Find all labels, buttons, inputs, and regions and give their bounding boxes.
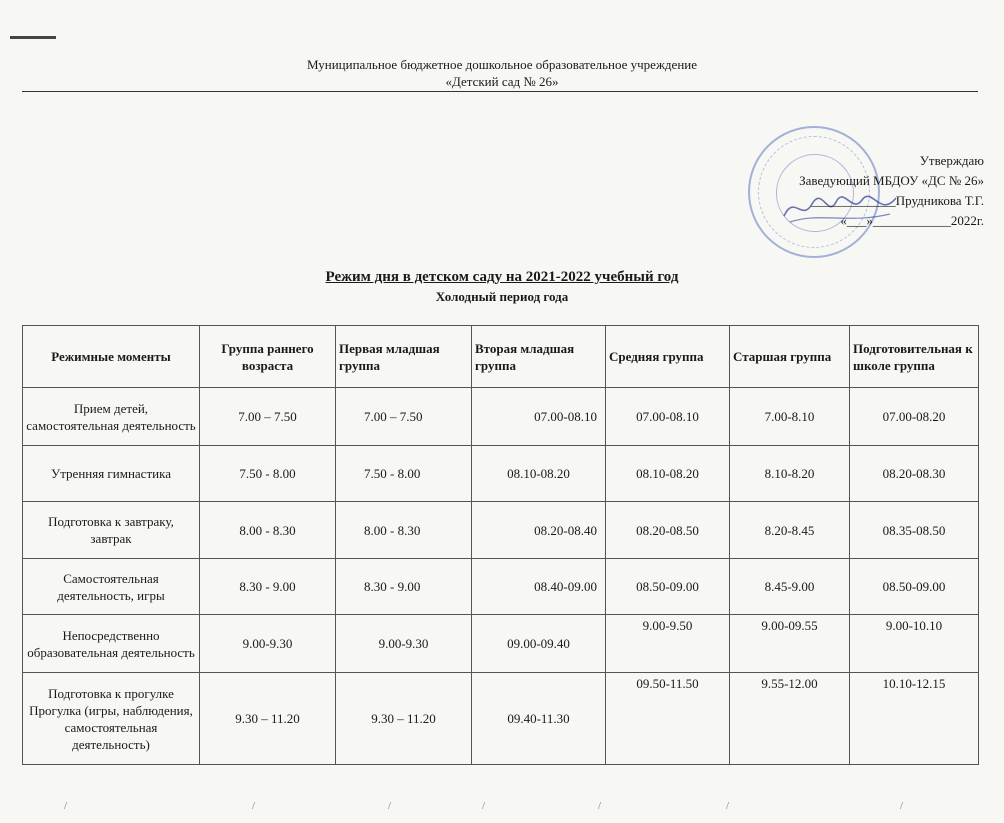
table-cell: 9.00-09.55 [730, 615, 850, 673]
approval-heading: Утверждаю [919, 153, 984, 168]
scan-tick: / [598, 800, 602, 812]
table-cell: 07.00-08.10 [606, 388, 730, 446]
table-row [23, 502, 979, 559]
row-name: Подготовка к завтраку, завтрак [23, 502, 200, 559]
table-cell: 9.00-9.50 [606, 615, 730, 673]
table-row [23, 673, 979, 765]
table-cell: 08.10-08.20 [472, 446, 606, 502]
table-cell: 08.20-08.40 [472, 502, 606, 559]
table-cell: 07.00-08.20 [850, 388, 979, 446]
scan-tick: / [252, 800, 256, 812]
row-name: Подготовка к прогулке Прогулка (игры, наблюдения, самостоятельная деятельность) [23, 673, 200, 765]
organization-header [0, 56, 1004, 90]
table-cell: 8.00 - 8.30 [200, 502, 336, 559]
table-cell: 08.50-09.00 [606, 559, 730, 615]
table-cell: 9.00-9.30 [200, 615, 336, 673]
scan-tick: / [900, 800, 904, 812]
table-cell: 8.10-8.20 [730, 446, 850, 502]
scan-tick: / [64, 800, 68, 812]
approval-position: Заведующий МБДОУ «ДС № 26» [799, 173, 984, 188]
table-cell: 9.00-9.30 [336, 615, 472, 673]
document-subtitle: Холодный период года [435, 289, 569, 304]
table-cell: 08.10-08.20 [606, 446, 730, 502]
header-senior-group: Старшая группа [730, 326, 850, 388]
table-cell: 9.30 – 11.20 [200, 673, 336, 765]
table-cell: 08.40-09.00 [472, 559, 606, 615]
row-name: Самостоятельная деятельность, игры [23, 559, 200, 615]
bottom-scan-marks [0, 800, 1004, 814]
table-cell: 9.30 – 11.20 [336, 673, 472, 765]
approval-signatory: _____________Прудникова Т.Г. [811, 193, 984, 208]
table-row [23, 446, 979, 502]
table-cell: 8.30 - 9.00 [200, 559, 336, 615]
header-preparatory-group: Подготовительная к школе группа [850, 326, 979, 388]
table-cell: 7.50 - 8.00 [200, 446, 336, 502]
organization-name: Муниципальное бюджетное дошкольное образовательное учреждение [307, 57, 697, 72]
table-header-row [23, 326, 979, 388]
organization-subname: «Детский сад № 26» [445, 74, 559, 89]
document-title: Режим дня в детском саду на 2021-2022 учебный год [325, 269, 679, 285]
table-cell: 08.50-09.00 [850, 559, 979, 615]
scan-tick: / [726, 800, 730, 812]
header-first-junior-group: Первая младшая группа [336, 326, 472, 388]
header-early-age-group: Группа раннего возраста [200, 326, 336, 388]
table-cell: 7.00 – 7.50 [200, 388, 336, 446]
header-regime-moments: Режимные моменты [23, 326, 200, 388]
approval-date: «___»____________2022г. [840, 213, 984, 228]
table-cell: 08.20-08.30 [850, 446, 979, 502]
row-name: Прием детей, самостоятельная деятельность [23, 388, 200, 446]
table-cell: 09.40-11.30 [472, 673, 606, 765]
table-row [23, 388, 979, 446]
table-cell: 7.50 - 8.00 [336, 446, 472, 502]
table-cell: 09.00-09.40 [472, 615, 606, 673]
table-cell: 09.50-11.50 [606, 673, 730, 765]
scan-tick: / [482, 800, 486, 812]
table-cell: 9.00-10.10 [850, 615, 979, 673]
header-divider [22, 91, 978, 92]
table-cell: 8.20-8.45 [730, 502, 850, 559]
table-cell: 9.55-12.00 [730, 673, 850, 765]
table-cell: 8.45-9.00 [730, 559, 850, 615]
approval-block [799, 151, 984, 231]
header-middle-group: Средняя группа [606, 326, 730, 388]
table-cell: 07.00-08.10 [472, 388, 606, 446]
table-cell: 8.00 - 8.30 [336, 502, 472, 559]
table-cell: 8.30 - 9.00 [336, 559, 472, 615]
row-name: Непосредственно образовательная деятельность [23, 615, 200, 673]
scan-mark [10, 36, 56, 39]
table-row [23, 615, 979, 673]
table-cell: 7.00-8.10 [730, 388, 850, 446]
table-row [23, 559, 979, 615]
table-cell: 08.20-08.50 [606, 502, 730, 559]
header-second-junior-group: Вторая младшая группа [472, 326, 606, 388]
daily-schedule-table [22, 325, 979, 765]
table-cell: 08.35-08.50 [850, 502, 979, 559]
table-cell: 7.00 – 7.50 [336, 388, 472, 446]
row-name: Утренняя гимнастика [23, 446, 200, 502]
scan-tick: / [388, 800, 392, 812]
table-cell: 10.10-12.15 [850, 673, 979, 765]
